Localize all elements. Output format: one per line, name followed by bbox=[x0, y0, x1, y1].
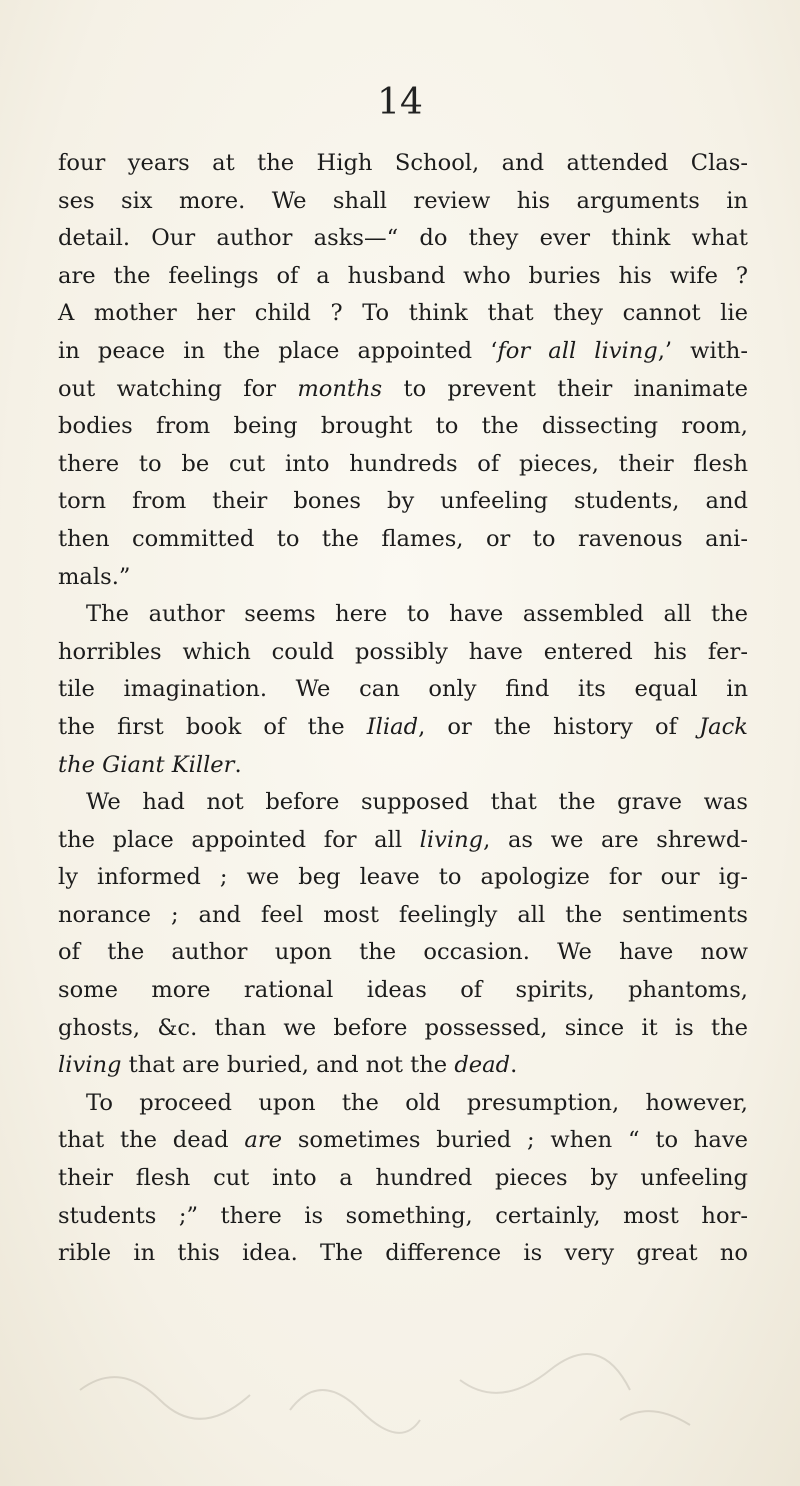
text-segment: norance ; and feel most feelingly all the sentiments bbox=[58, 901, 748, 928]
italic-text-segment: are bbox=[244, 1127, 283, 1154]
text-segment: . bbox=[234, 751, 242, 778]
text-line bbox=[58, 220, 748, 258]
text-line bbox=[58, 596, 748, 634]
text-segment: ghosts, &c. than we before possessed, since it is the bbox=[58, 1014, 748, 1041]
text-line bbox=[58, 859, 748, 897]
text-segment: then committed to the flames, or to ravenous ani- bbox=[58, 525, 748, 552]
text-segment: students ;” there is something, certainly, most hor- bbox=[58, 1202, 748, 1229]
text-segment: ly informed ; we beg leave to apologize for our ig- bbox=[58, 864, 748, 891]
text-segment: . bbox=[510, 1052, 518, 1079]
text-segment: of the author upon the occasion. We have now bbox=[58, 939, 748, 966]
italic-text-segment: living bbox=[419, 826, 484, 853]
text-line bbox=[58, 371, 748, 409]
italic-text-segment: living bbox=[58, 1052, 122, 1079]
italic-text-segment: months bbox=[297, 375, 383, 402]
italic-text-segment: the Giant Killer bbox=[58, 751, 235, 778]
text-line bbox=[58, 483, 748, 521]
text-segment: that the dead bbox=[58, 1127, 245, 1154]
text-line bbox=[58, 295, 748, 333]
text-segment: mals.” bbox=[58, 563, 131, 590]
text-segment: sometimes buried ; when “ to have bbox=[282, 1127, 748, 1154]
text-segment: the place appointed for all bbox=[58, 826, 420, 853]
text-segment: rible in this idea. The difference is very great no bbox=[58, 1240, 748, 1267]
text-line bbox=[58, 183, 748, 221]
text-line bbox=[58, 709, 748, 747]
text-line bbox=[58, 897, 748, 935]
text-segment: ,’ with- bbox=[657, 337, 748, 364]
italic-text-segment: Iliad bbox=[366, 713, 419, 740]
text-segment: A mother her child ? To think that they cannot lie bbox=[58, 300, 748, 327]
text-segment: bodies from being brought to the dissecting room, bbox=[58, 413, 748, 440]
text-line bbox=[58, 972, 748, 1010]
text-line bbox=[58, 934, 748, 972]
text-segment: horribles which could possibly have entered his fer- bbox=[58, 638, 748, 665]
text-segment: ses six more. We shall review his arguments in bbox=[58, 187, 748, 214]
text-line bbox=[58, 521, 748, 559]
text-line bbox=[58, 747, 748, 785]
text-line bbox=[58, 559, 748, 597]
text-segment: , as we are shrewd- bbox=[483, 826, 748, 853]
text-line bbox=[58, 634, 748, 672]
text-segment: their flesh cut into a hundred pieces by unfeeling bbox=[58, 1165, 748, 1192]
text-segment: tile imagination. We can only find its equal in bbox=[58, 676, 748, 703]
text-line bbox=[58, 1235, 748, 1273]
text-line bbox=[58, 1198, 748, 1236]
page-number: 14 bbox=[377, 82, 423, 123]
italic-text-segment: dead bbox=[454, 1052, 511, 1079]
text-line bbox=[58, 1122, 748, 1160]
text-segment: are the feelings of a husband who buries his wife ? bbox=[58, 262, 748, 289]
text-segment: We had not before supposed that the grave was bbox=[86, 789, 748, 816]
text-segment: that are buried, and not the bbox=[121, 1052, 455, 1079]
text-line bbox=[58, 822, 748, 860]
text-line bbox=[58, 145, 748, 183]
text-segment: torn from their bones by unfeeling students, and bbox=[58, 488, 748, 515]
text-line bbox=[58, 446, 748, 484]
text-line bbox=[58, 1010, 748, 1048]
italic-text-segment: for all living bbox=[497, 337, 658, 364]
text-segment: The author seems here to have assembled all the bbox=[86, 601, 748, 628]
text-segment: to prevent their inanimate bbox=[382, 375, 748, 402]
italic-text-segment: Jack bbox=[699, 713, 748, 740]
bleed-through-smudge bbox=[60, 1330, 760, 1470]
body-text bbox=[58, 145, 748, 1273]
text-segment: four years at the High School, and attended Clas- bbox=[58, 150, 748, 176]
text-segment: out watching for bbox=[58, 375, 298, 402]
text-line bbox=[58, 1160, 748, 1198]
text-line bbox=[58, 1085, 748, 1123]
text-segment: , or the history of bbox=[418, 713, 700, 740]
text-line bbox=[58, 408, 748, 446]
text-line bbox=[58, 1047, 748, 1085]
text-line bbox=[58, 671, 748, 709]
text-segment: some more rational ideas of spirits, phantoms, bbox=[58, 977, 748, 1004]
text-segment: there to be cut into hundreds of pieces, their flesh bbox=[58, 450, 748, 477]
text-segment: in peace in the place appointed ‘ bbox=[58, 337, 498, 364]
text-line bbox=[58, 333, 748, 371]
text-line bbox=[58, 784, 748, 822]
text-segment: the first book of the bbox=[58, 713, 367, 740]
text-line bbox=[58, 258, 748, 296]
text-segment: To proceed upon the old presumption, however, bbox=[86, 1089, 748, 1116]
text-segment: detail. Our author asks—“ do they ever think what bbox=[58, 225, 748, 252]
